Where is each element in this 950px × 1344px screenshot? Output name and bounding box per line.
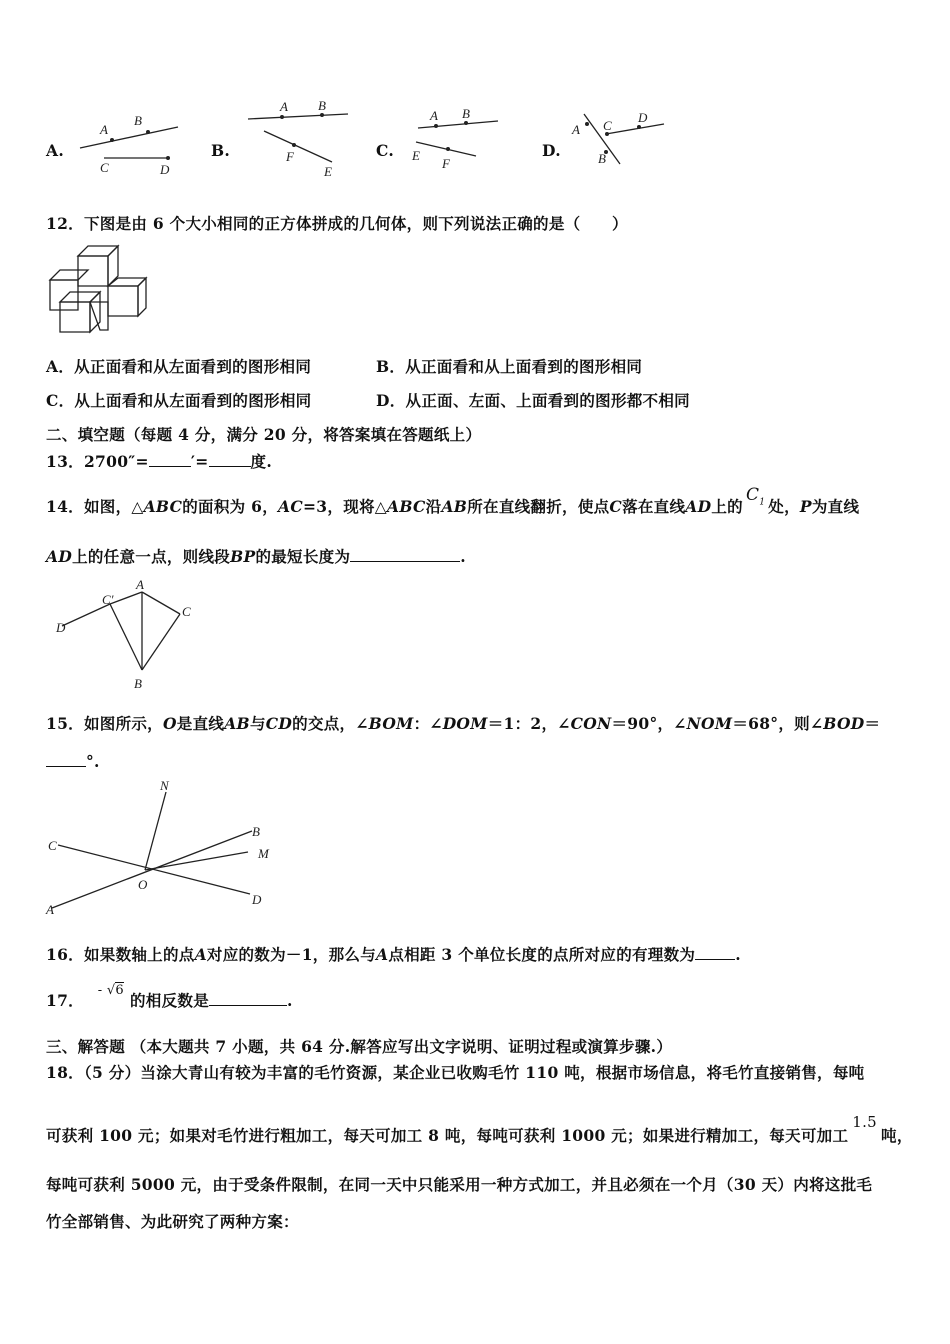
q13-blank-2[interactable] (209, 452, 251, 467)
q11-a-label-C: C (100, 160, 109, 175)
q11-option-c-letter: C. (376, 141, 395, 160)
q11-a-label-A: A (100, 122, 108, 137)
q11-option-b-figure (244, 98, 354, 180)
q15-con: CON (570, 714, 612, 733)
q12-stem: 12．下图是由 6 个大小相同的正方体拼成的几何体，则下列说法正确的是（ ） (46, 214, 628, 233)
q14-label-B: B (134, 676, 142, 691)
q11-option-d-figure (566, 104, 670, 170)
q16-text-3: 点相距 3 个单位长度的点所对应的有理数为 (388, 945, 696, 964)
q14-ad-2: AD (46, 547, 73, 566)
q16-a-2: A (376, 945, 389, 964)
q13-mid: ′= (190, 452, 209, 471)
q11-c-label-B: B (462, 106, 470, 121)
q11-option-c-figure (404, 104, 504, 176)
q11-option-a-letter: A. (46, 141, 65, 160)
q17 (46, 983, 293, 1011)
q17-text: 的相反数是 (130, 991, 210, 1010)
q14-c: C (609, 497, 623, 516)
q17-end: . (287, 991, 293, 1010)
q16-text-2: 对应的数为－1，那么与 (206, 945, 376, 964)
q13-pre: 13．2700″= (46, 452, 149, 471)
q14-ad: AD (685, 497, 712, 516)
q14-figure (50, 574, 200, 694)
q15-text-4: 的交点，∠ (292, 714, 369, 733)
q11-c-label-F: F (442, 156, 450, 171)
q15-text-1: 15．如图所示， (46, 714, 163, 733)
q11-a-label-B: B (134, 113, 142, 128)
q14-c1 (745, 485, 766, 508)
q14-text-9: 为直线 (811, 497, 860, 516)
section3-title: 三、解答题 （本大题共 7 小题，共 64 分.解答应写出文字说明、证明过程或演算步骤.） (46, 1037, 673, 1056)
section2-title: 二、填空题（每题 4 分，满分 20 分，将答案填在答题纸上） (46, 425, 482, 444)
q14-p: P (799, 497, 812, 516)
q15-text-8: ＝68°，则∠ (732, 714, 824, 733)
q16-end: . (735, 945, 741, 964)
q15-label-B: B (252, 824, 260, 839)
q18-line1: 18．（5 分）当涂大青山有较为丰富的毛竹资源，某企业已收购毛竹 110 吨，根据市场信息，将毛竹直接销售，每吨 (46, 1063, 865, 1082)
q14-abc-1: ABC (143, 497, 183, 516)
q15-text-5: ：∠ (413, 714, 443, 733)
q14-text-11: 的最短长度为 (255, 547, 351, 566)
q17-radicand: 6 (115, 983, 124, 998)
q15-text-3: 与 (249, 714, 266, 733)
q15-nom: NOM (686, 714, 733, 733)
q14-label-C: C (182, 604, 191, 619)
q14-text-4: 沿 (425, 497, 442, 516)
q15-cd: CD (265, 714, 293, 733)
q18-line4: 竹全部销售、为此研究了两种方案： (46, 1212, 299, 1231)
q15-label-D: D (252, 892, 262, 907)
q11-option-b-letter: B. (211, 141, 231, 160)
q11-d-label-D: D (638, 110, 648, 125)
q13-blank-1[interactable] (149, 452, 191, 467)
q11-b-label-A: A (280, 99, 288, 114)
q12-cube-figure (46, 244, 150, 336)
q16-text-1: 16．如果数轴上的点 (46, 945, 195, 964)
q18-value: 1.5 (852, 1113, 878, 1131)
q15-label-N: N (160, 778, 169, 793)
q11-b-label-F: F (286, 149, 294, 164)
q17-answer-blank[interactable] (209, 991, 287, 1006)
q15-label-O: O (138, 877, 148, 892)
q14-text-1: 14．如图，△ (46, 497, 144, 516)
q17-number: 17． (46, 991, 84, 1010)
q13-post: 度. (250, 452, 273, 471)
q11-d-label-B: B (598, 151, 606, 166)
q15-text-7: ＝90°，∠ (611, 714, 687, 733)
q15-dom: DOM (442, 714, 488, 733)
q14-bp: BP (230, 547, 256, 566)
q15-bom: BOM (368, 714, 414, 733)
q15-line1 (46, 712, 880, 734)
q15-label-M: M (258, 846, 269, 861)
q14-text-3: =3，现将△ (303, 497, 388, 516)
q12-option-d: D．从正面、左面、上面看到的图形都不相同 (376, 391, 690, 410)
q14-ac: AC (278, 497, 304, 516)
q15-text-6: ＝1：2，∠ (487, 714, 571, 733)
q13 (46, 450, 272, 472)
q14-end: . (460, 547, 466, 566)
q14-label-A: A (136, 577, 144, 592)
q12-option-b: B．从正面看和从上面看到的图形相同 (376, 357, 643, 376)
q11-c-label-E: E (412, 148, 420, 163)
q11-option-d-letter: D. (542, 141, 561, 160)
q15-text-9: ＝ (864, 714, 881, 733)
q15-text-2: 是直线 (176, 714, 225, 733)
q11-d-label-A: A (572, 122, 580, 137)
q18-text-2-end: 吨， (881, 1126, 913, 1145)
q11-b-label-B: B (318, 98, 326, 113)
q14-c1-letter: C (745, 485, 760, 505)
q18-text-2: 可获利 100 元；如果对毛竹进行粗加工，每天可加工 8 吨，每吨可获利 1000 元；如果进行精加工，每天可加工 (46, 1126, 849, 1145)
q15-degree-end: °. (86, 752, 100, 771)
q15-o: O (162, 714, 177, 733)
q18-line2 (46, 1113, 913, 1146)
q15-line2 (46, 752, 100, 771)
q14-line1 (46, 485, 860, 519)
q15-ab: AB (224, 714, 250, 733)
q12-option-a: A．从正面看和从左面看到的图形相同 (46, 357, 312, 376)
q14-c1-subscript: 1 (759, 497, 766, 508)
q11-c-label-A: A (430, 108, 438, 123)
q14-label-D: D (56, 620, 66, 635)
q14-answer-blank[interactable] (350, 547, 460, 562)
q15-figure (42, 776, 282, 916)
q17-expression: - √6 (97, 983, 124, 998)
q14-text-6: 落在直线 (622, 497, 686, 516)
q11-option-a-figure (72, 108, 182, 180)
q11-a-label-D: D (160, 162, 170, 177)
q12-option-c: C．从上面看和从左面看到的图形相同 (46, 391, 312, 410)
q14-text-10: 上的任意一点，则线段 (72, 547, 231, 566)
q14-text-7: 上的 (711, 497, 743, 516)
q14-abc-2: ABC (387, 497, 426, 516)
q15-bod: BOD (823, 714, 865, 733)
q14-ab: AB (441, 497, 468, 516)
q14-line2 (46, 545, 466, 567)
q14-text-5: 所在直线翻折，使点 (467, 497, 610, 516)
q14-label-C-prime: C′ (102, 592, 114, 607)
q17-minus: - (97, 983, 103, 998)
q15-label-C: C (48, 838, 57, 853)
q11-b-label-E: E (324, 164, 332, 179)
q15-answer-blank[interactable] (46, 752, 86, 767)
q18-line3: 每吨可获利 5000 元，由于受条件限制，在同一天中只能采用一种方式加工，并且必须在一个月（30 天）内将这批毛 (46, 1175, 873, 1194)
q11-d-label-C: C (603, 118, 612, 133)
q14-text-2: 的面积为 6， (182, 497, 279, 516)
q16-a-1: A (194, 945, 207, 964)
q14-text-8: 处， (768, 497, 800, 516)
q16-answer-blank[interactable] (695, 945, 735, 960)
q16 (46, 943, 741, 965)
q15-label-A: A (46, 902, 54, 916)
